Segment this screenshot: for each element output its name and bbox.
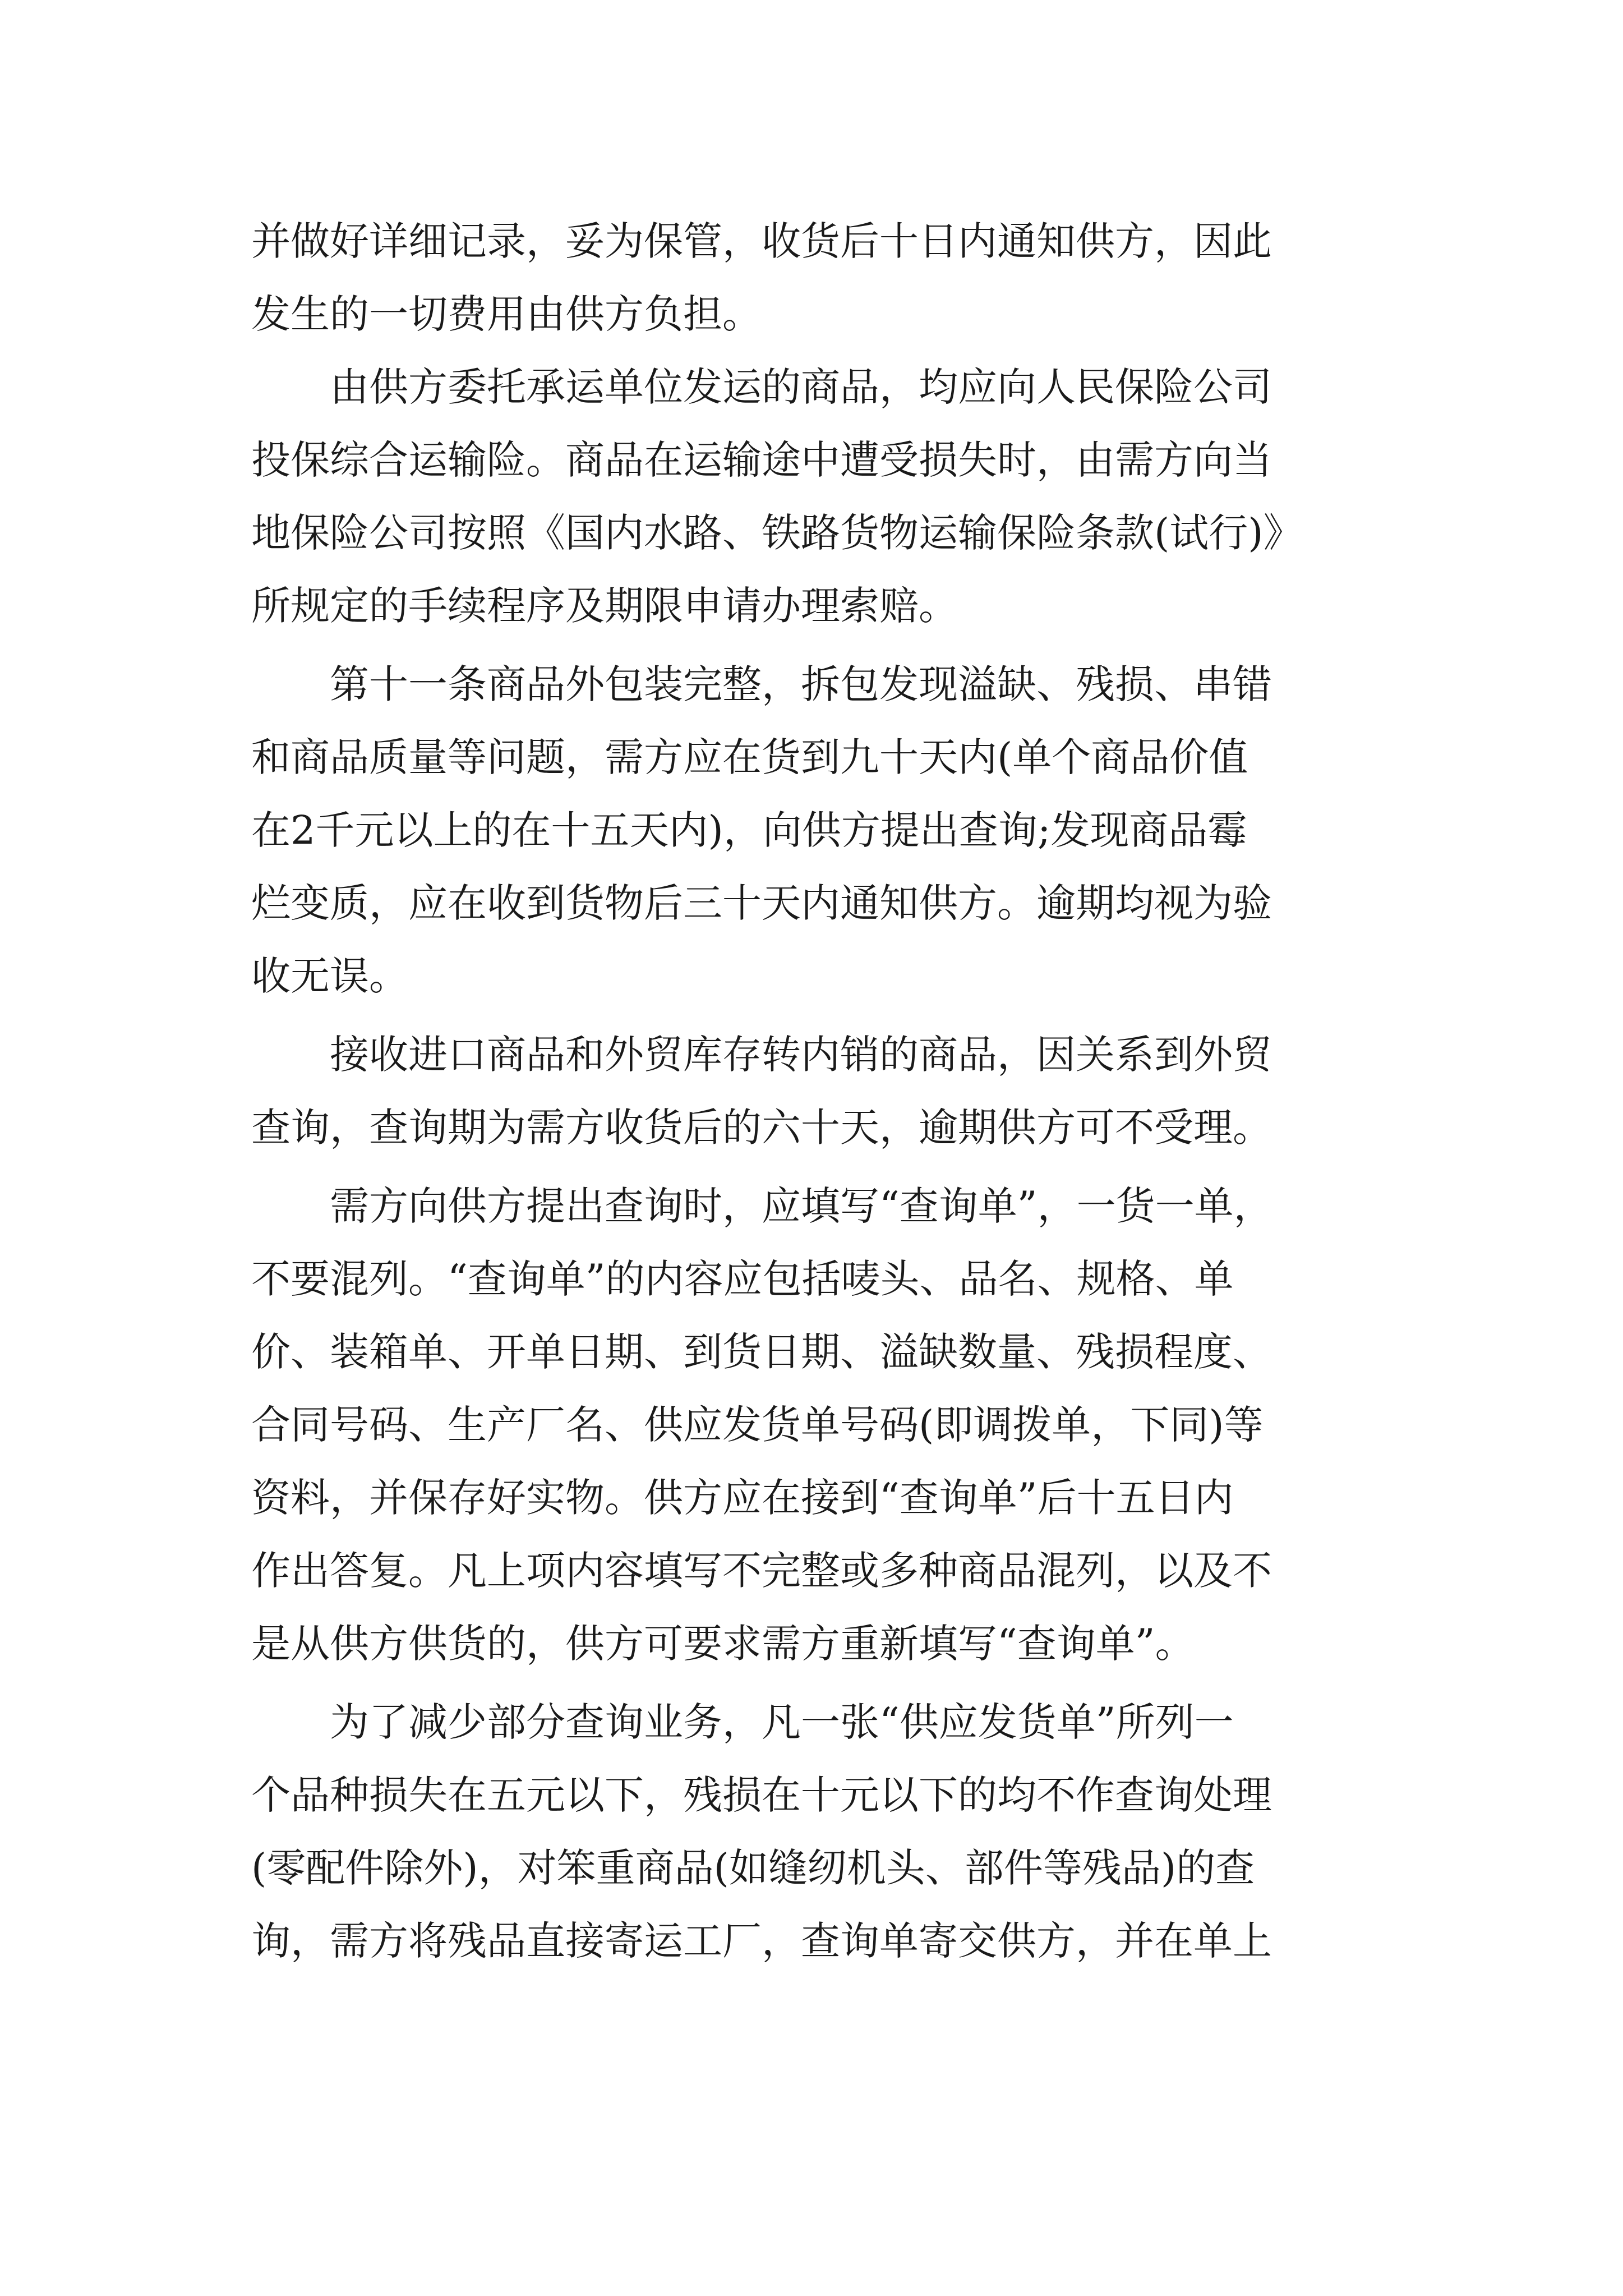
text-line: 并做好详细记录，妥为保管，收货后十日内通知供方，因此 [251,218,1272,264]
text-line: 在2千元以上的在十五天内)，向供方提出查询;发现商品霉 [251,807,1247,853]
text-line: 由供方委托承运单位发运的商品，均应向人民保险公司 [330,364,1272,410]
text-line: 是从供方供货的，供方可要求需方重新填写“查询单”。 [251,1621,1195,1667]
text-line: 所规定的手续程序及期限申请办理索赔。 [251,583,958,629]
text-line: 资料，并保存好实物。供方应在接到“查询单”后十五日内 [251,1475,1234,1521]
text-line: 作出答复。凡上项内容填写不完整或多种商品混列，以及不 [251,1548,1272,1594]
text-line: 合同号码、生产厂名、供应发货单号码(即调拨单，下同)等 [251,1402,1264,1448]
text-line: 收无误。 [251,953,408,999]
text-line: 不要混列。“查询单”的内容应包括唛头、品名、规格、单 [251,1256,1234,1302]
text-line: 查询，查询期为需方收货后的六十天，逾期供方可不受理。 [251,1105,1272,1151]
text-line: 需方向供方提出查询时，应填写“查询单”，一货一单， [330,1183,1273,1229]
text-line: 询，需方将残品直接寄运工厂，查询单寄交供方，并在单上 [251,1918,1272,1964]
text-line: (零配件除外)，对笨重商品(如缝纫机头、部件等残品)的查 [251,1845,1255,1891]
text-line: 接收进口商品和外贸库存转内销的商品，因关系到外贸 [330,1032,1272,1078]
text-line: 烂变质，应在收到货物后三十天内通知供方。逾期均视为验 [251,880,1272,926]
text-line: 第十一条商品外包装完整，拆包发现溢缺、残损、串错 [330,661,1272,707]
text-line: 地保险公司按照《国内水路、铁路货物运输保险条款(试行)》 [251,510,1303,556]
text-line: 发生的一切费用由供方负担。 [251,291,762,337]
text-line: 个品种损失在五元以下，残损在十元以下的均不作查询处理 [251,1772,1272,1818]
text-line: 为了减少部分查询业务，凡一张“供应发货单”所列一 [330,1699,1234,1745]
text-line: 和商品质量等问题，需方应在货到九十天内(单个商品价值 [251,734,1248,780]
text-line: 价、装箱单、开单日期、到货日期、溢缺数量、残损程度、 [251,1329,1272,1375]
text-line: 投保综合运输险。商品在运输途中遭受损失时，由需方向当 [251,437,1272,483]
